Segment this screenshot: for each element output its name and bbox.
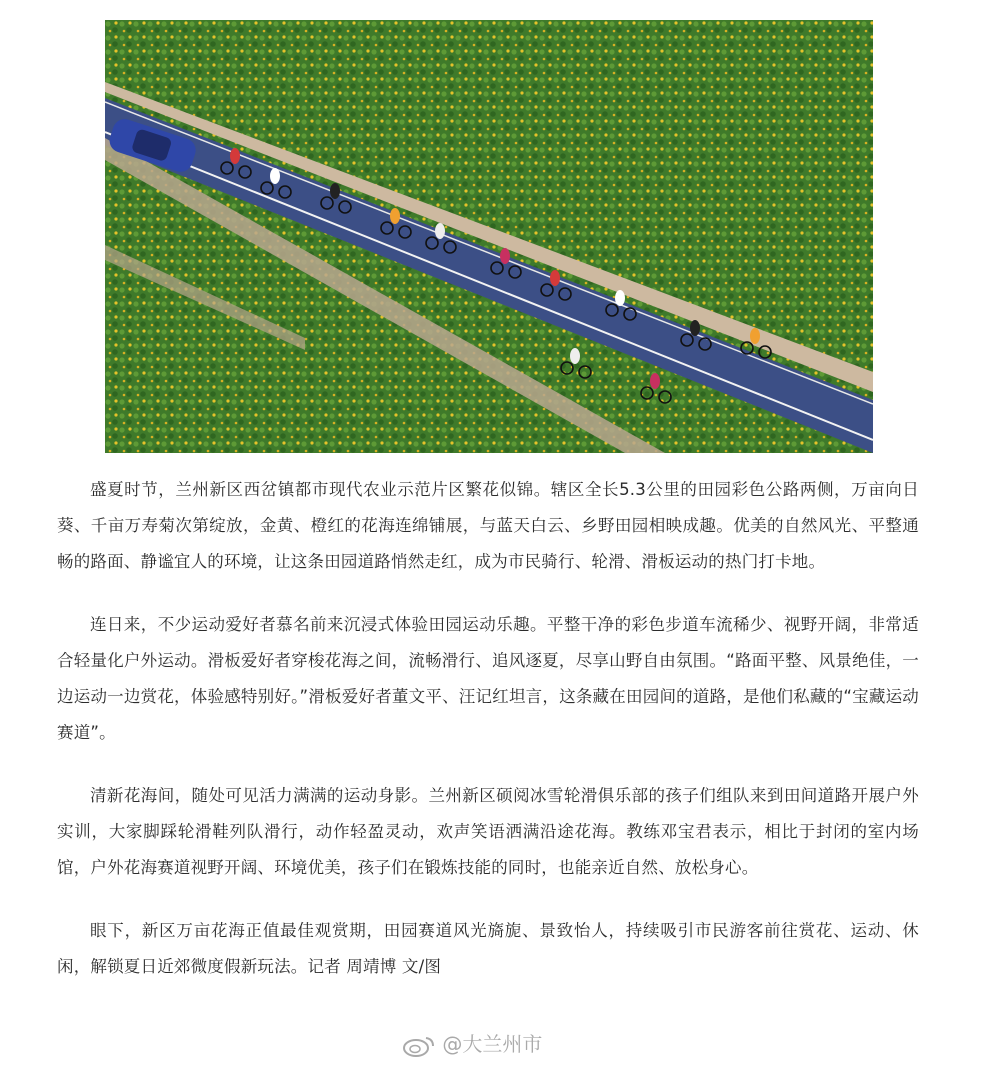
article-body bbox=[57, 472, 919, 1012]
paragraph-4: 眼下，新区万亩花海正值最佳观赏期，田园赛道风光旖旎、景致怡人，持续吸引市民游客前往赏花、运动、休闲，解锁夏日近郊微度假新玩法。记者 周靖博 文/图 bbox=[57, 921, 919, 976]
paragraph-2: 连日来，不少运动爱好者慕名前来沉浸式体验田园运动乐趣。平整干净的彩色步道车流稀少、视野开阔，非常适合轻量化户外运动。滑板爱好者穿梭花海之间，流畅滑行、追风逐夏，尽享山野自由氛围。“路面平整、风景绝佳，一边运动一边赏花，体验感特别好。”滑板爱好者董文平、汪记红坦言，这条藏在田园间的道路，是他们私藏的“宝藏运动赛道”。 bbox=[57, 615, 919, 742]
paragraph-1: 盛夏时节，兰州新区西岔镇都市现代农业示范片区繁花似锦。辖区全长5.3公里的田园彩色公路两侧，万亩向日葵、千亩万寿菊次第绽放，金黄、橙红的花海连绵铺展，与蓝天白云、乡野田园相映成趣。优美的自然风光、平整通畅的路面、静谧宜人的环境，让这条田园道路悄然走红，成为市民骑行、轮滑、滑板运动的热门打卡地。 bbox=[57, 480, 919, 571]
article-photo bbox=[105, 20, 873, 453]
weibo-icon bbox=[402, 1035, 436, 1057]
watermark-text: @大兰州市 bbox=[442, 1032, 543, 1056]
sunflower-road-scene bbox=[105, 20, 873, 453]
paragraph-3: 清新花海间，随处可见活力满满的运动身影。兰州新区硕阅冰雪轮滑俱乐部的孩子们组队来到田间道路开展户外实训，大家脚踩轮滑鞋列队滑行，动作轻盈灵动，欢声笑语洒满沿途花海。教练邓宝君表示，相比于封闭的室内场馆，户外花海赛道视野开阔、环境优美，孩子们在锻炼技能的同时，也能亲近自然、放松身心。 bbox=[57, 786, 919, 877]
weibo-watermark bbox=[402, 1030, 582, 1058]
